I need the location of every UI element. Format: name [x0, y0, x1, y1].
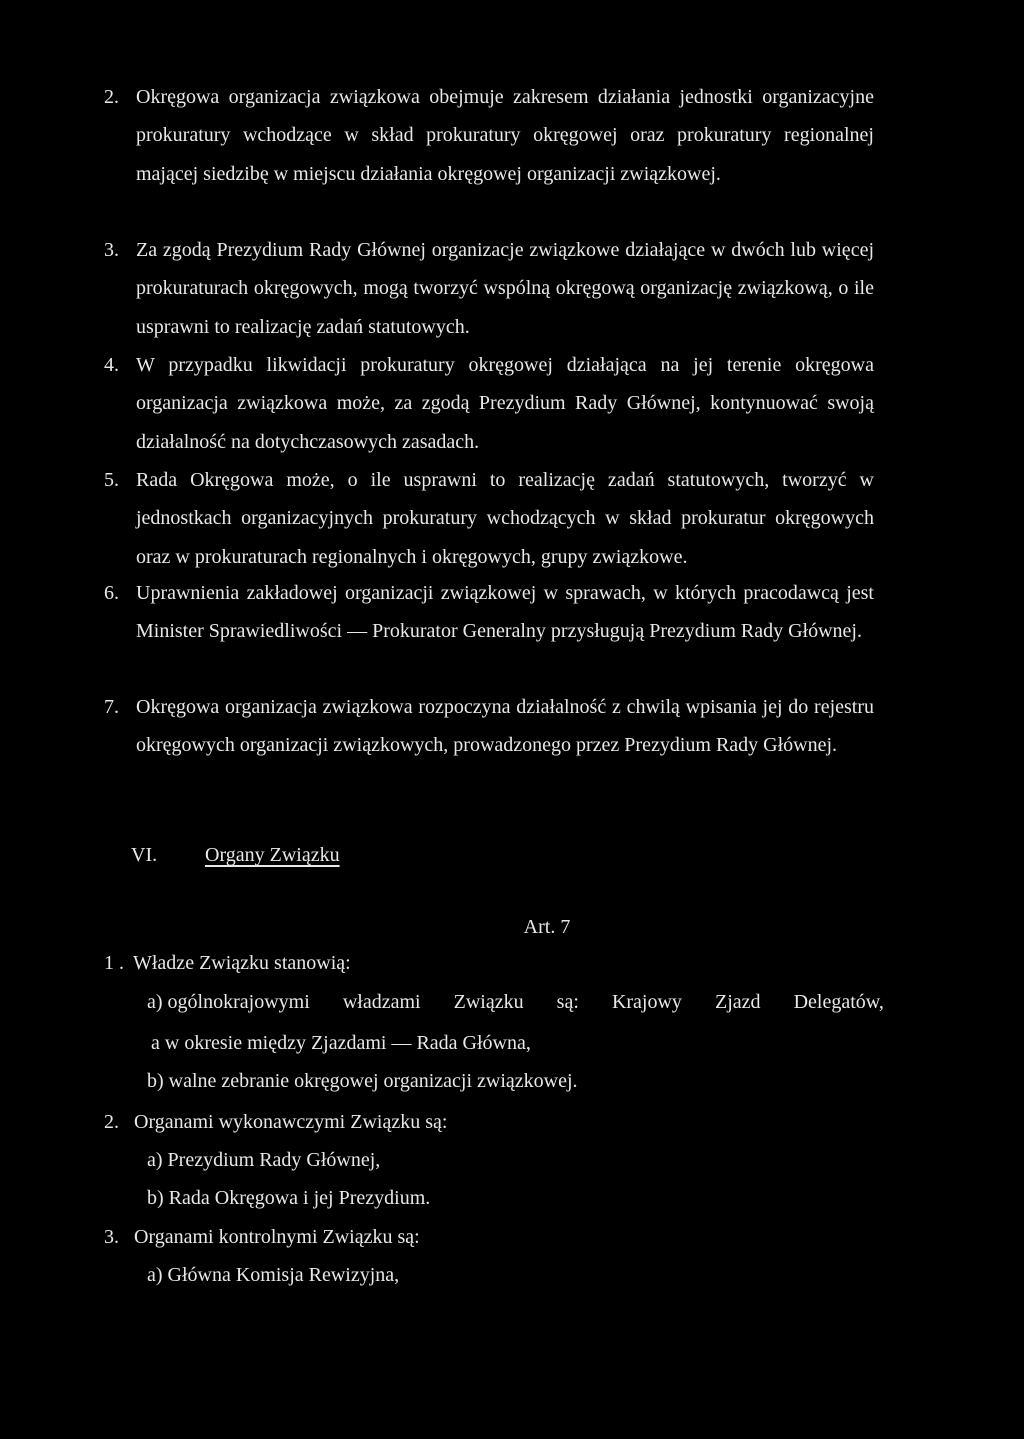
paragraph-text: W przypadku likwidacji prokuratury okręgowej działająca na jej terenie okręgowa organizacja związkowa może, za zgodą Prezydium Rady Głównej, kontynuować swoją działalność na dotychczasowych zasadach.	[136, 354, 874, 453]
section-number: VI.	[131, 844, 158, 866]
paragraph-number: 3.	[104, 239, 119, 261]
paragraph-2	[104, 78, 874, 193]
paragraph-text: Okręgowa organizacja związkowa rozpoczyna działalność z chwilą wpisania jej do rejestru okręgowych organizacji związkowych, prowadzonego przez Prezydium Rady Głównej.	[136, 696, 874, 757]
art7-point-2b: b) Rada Okręgowa i jej Prezydium.	[147, 1187, 431, 1209]
paragraph-text: Okręgowa organizacja związkowa obejmuje zakresem działania jednostki organizacyjne prokuratury wchodzące w skład prokuratury okręgowej oraz prokuratury regionalnej mającej siedzibę w miejscu działania okręgowej organizacji związkowej.	[136, 86, 874, 185]
paragraph-4	[104, 346, 874, 461]
paragraph-text: Za zgodą Prezydium Rady Głównej organizacje związkowe działające w dwóch lub więcej prokuraturach okręgowych, mogą tworzyć wspólną okręgową organizację związkową, o ile usprawni to realizację zadań statutowych.	[136, 239, 874, 338]
section-title: Organy Związku	[205, 844, 340, 866]
paragraph-number: 4.	[104, 354, 119, 376]
word: Związku	[453, 991, 524, 1013]
word: są:	[556, 991, 579, 1013]
art7-point-2	[104, 1103, 447, 1141]
point-number: 3.	[104, 1226, 119, 1248]
section-heading	[131, 836, 340, 874]
word: Delegatów,	[793, 991, 884, 1013]
paragraph-number: 7.	[104, 696, 119, 718]
art7-point-3a: a) Główna Komisja Rewizyjna,	[147, 1264, 400, 1286]
point-number: 1 .	[104, 952, 124, 974]
point-text: Organami kontrolnymi Związku są:	[134, 1226, 420, 1248]
paragraph-5	[104, 461, 874, 576]
paragraph-6	[104, 574, 874, 651]
point-text: Władze Związku stanowią:	[133, 952, 351, 974]
art7-point-2a: a) Prezydium Rady Głównej,	[147, 1149, 381, 1171]
paragraph-number: 2.	[104, 86, 119, 108]
word: Zjazd	[715, 991, 761, 1013]
paragraph-text: Uprawnienia zakładowej organizacji związkowej w sprawach, w których pracodawcą jest Minister Sprawiedliwości — Prokurator Generalny przysługują Prezydium Rady Głównej.	[136, 582, 874, 643]
point-text: Organami wykonawczymi Związku są:	[134, 1111, 448, 1133]
paragraph-7	[104, 688, 874, 765]
word: władzami	[342, 991, 421, 1013]
paragraph-3	[104, 231, 874, 346]
point-number: 2.	[104, 1111, 119, 1133]
art7-point-1	[104, 944, 351, 982]
art7-point-1a	[147, 983, 884, 1021]
paragraph-number: 5.	[104, 469, 119, 491]
article-heading: Art. 7	[523, 916, 571, 938]
word: a) ogólnokrajowymi	[147, 991, 310, 1013]
paragraph-text: Rada Okręgowa może, o ile usprawni to realizację zadań statutowych, tworzyć w jednostkach organizacyjnych prokuratury wchodzących w skład prokuratur okręgowych oraz w prokuraturach regionalnych i okręgowych, grupy związkowe.	[136, 469, 874, 568]
art7-point-1b: b) walne zebranie okręgowej organizacji związkowej.	[147, 1070, 578, 1092]
art7-point-1a-continued: a w okresie między Zjazdami — Rada Główna,	[151, 1032, 531, 1054]
paragraph-number: 6.	[104, 582, 119, 604]
art7-point-3	[104, 1218, 420, 1256]
word: Krajowy	[611, 991, 682, 1013]
